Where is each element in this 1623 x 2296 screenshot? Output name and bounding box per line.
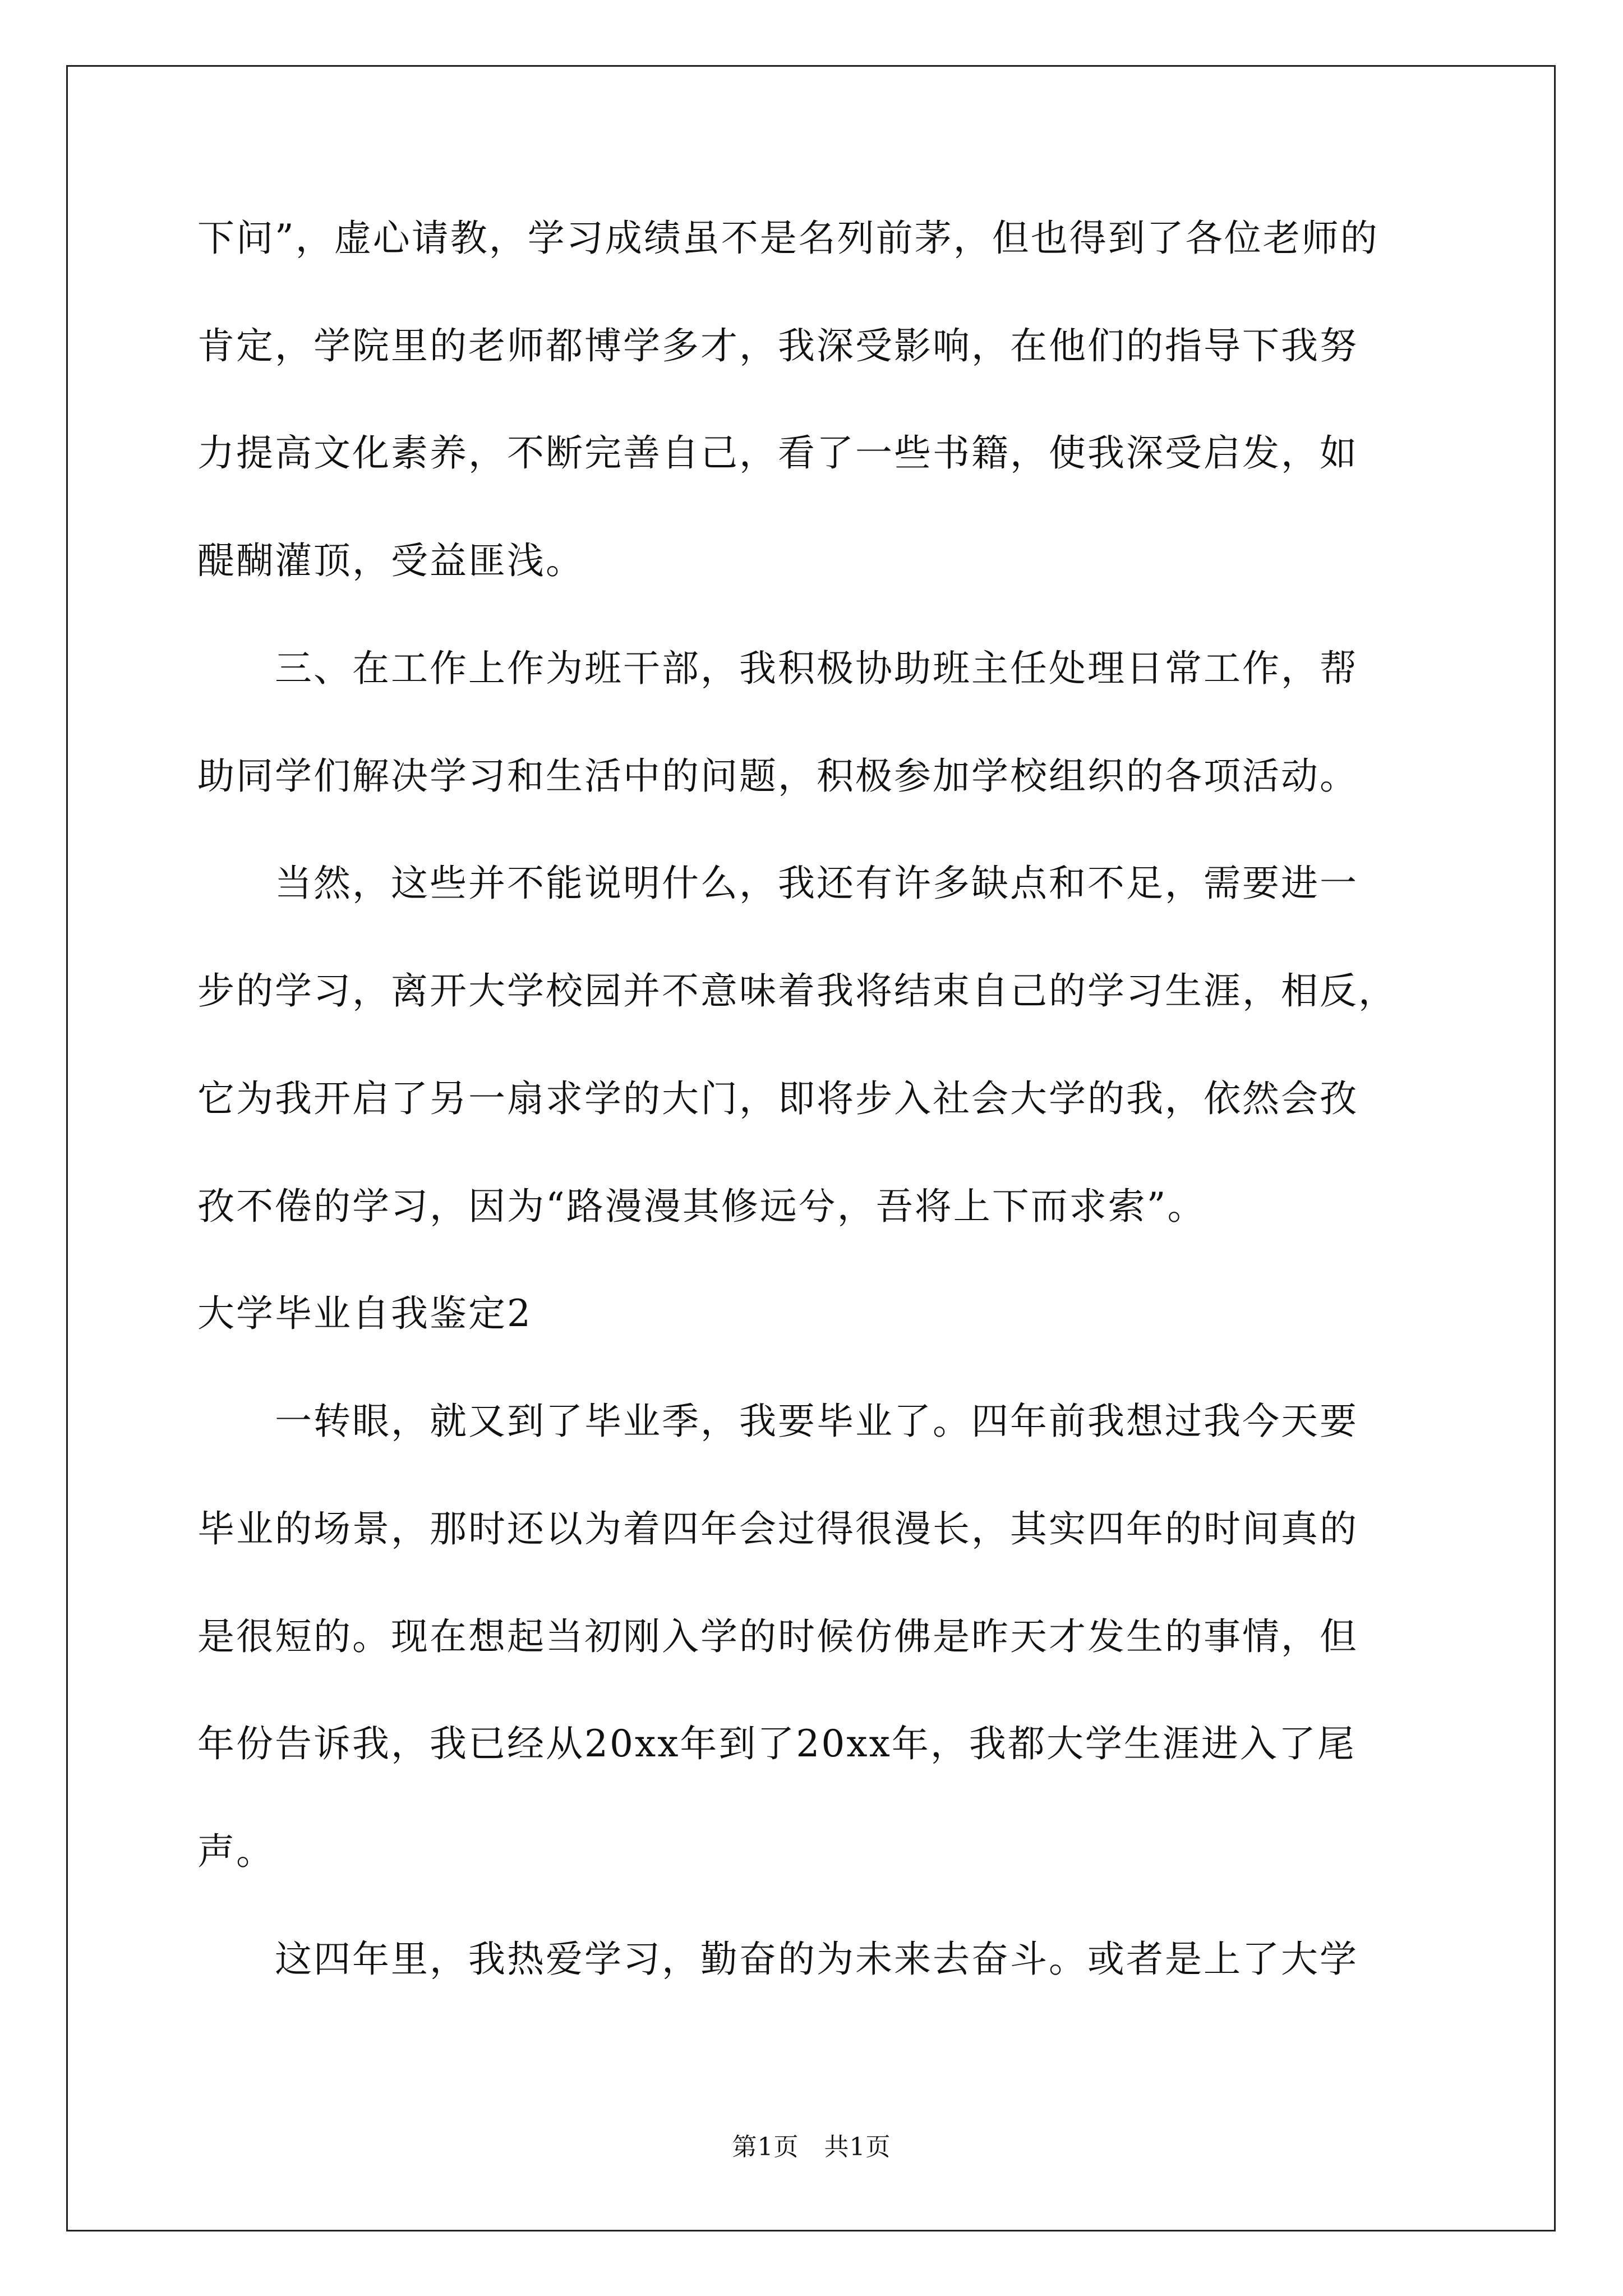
text-line: 孜不倦的学习，因为“路漫漫其修远兮，吾将上下而求索”。 bbox=[197, 1185, 1206, 1228]
text-line: 它为我开启了另一扇求学的大门，即将步入社会大学的我，依然会孜 bbox=[197, 1077, 1358, 1120]
text-line: 年份告诉我，我已经从20xx年到了20xx年，我都大学生涯进入了尾 bbox=[197, 1722, 1356, 1765]
text-line: 声。 bbox=[197, 1830, 275, 1873]
text-line: 醍醐灌顶，受益匪浅。 bbox=[197, 539, 584, 582]
text-line: 一转眼，就又到了毕业季，我要毕业了。四年前我想过我今天要 bbox=[197, 1400, 1358, 1443]
text-line: 这四年里，我热爱学习，勤奋的为未来去奋斗。或者是上了大学 bbox=[197, 1938, 1358, 1981]
text-line: 当然，这些并不能说明什么，我还有许多缺点和不足，需要进一 bbox=[197, 862, 1358, 905]
page-border bbox=[66, 65, 1556, 2231]
text-line: 毕业的场景，那时还以为着四年会过得很漫长，其实四年的时间真的 bbox=[197, 1507, 1358, 1550]
text-line: 是很短的。现在想起当初刚入学的时候仿佛是昨天才发生的事情，但 bbox=[197, 1615, 1358, 1658]
section-heading: 大学毕业自我鉴定2 bbox=[197, 1292, 532, 1335]
text-line: 助同学们解决学习和生活中的问题，积极参加学校组织的各项活动。 bbox=[197, 754, 1358, 798]
text-line: 下问”，虚心请教，学习成绩虽不是名列前茅，但也得到了各位老师的 bbox=[197, 217, 1379, 260]
text-line: 力提高文化素养，不断完善自己，看了一些书籍，使我深受启发，如 bbox=[197, 431, 1358, 475]
text-line: 肯定，学院里的老师都博学多才，我深受影响，在他们的指导下我努 bbox=[197, 324, 1358, 367]
text-line: 步的学习，离开大学校园并不意味着我将结束自己的学习生涯，相反， bbox=[197, 969, 1397, 1013]
page-number-footer: 第1页 共1页 bbox=[732, 2133, 891, 2161]
text-line: 三、在工作上作为班干部，我积极协助班主任处理日常工作，帮 bbox=[197, 647, 1358, 690]
